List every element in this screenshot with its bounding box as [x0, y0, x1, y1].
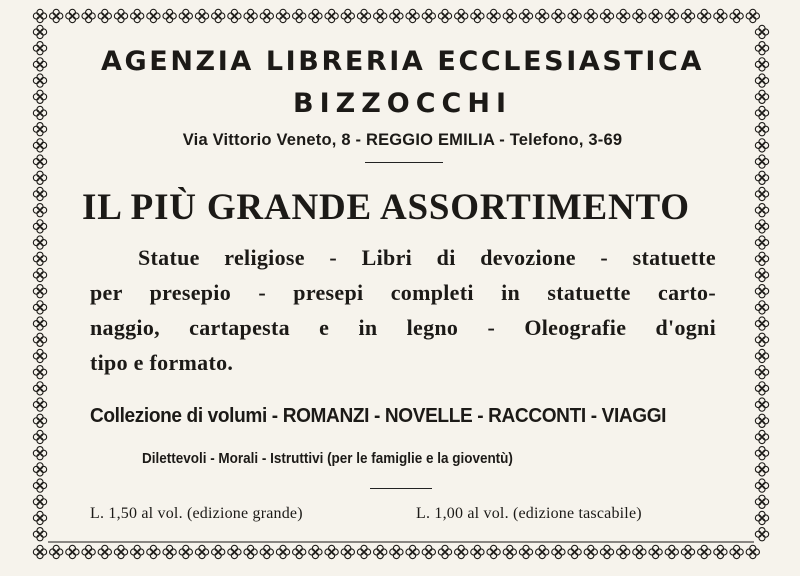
ornament-motif — [584, 9, 597, 22]
ornament-motif — [755, 317, 768, 330]
ornament-motif — [755, 479, 768, 492]
ornament-motif — [755, 187, 768, 200]
ornament-motif — [755, 511, 768, 524]
ornament-motif — [33, 252, 46, 265]
ornament-motif — [325, 9, 338, 22]
ornament-motif — [755, 301, 768, 314]
ornament-motif — [131, 9, 144, 22]
ornament-motif — [33, 366, 46, 379]
ornament-motif — [33, 528, 46, 541]
ornament-motif — [755, 204, 768, 217]
ornament-motif — [755, 285, 768, 298]
ornament-motif — [698, 9, 711, 22]
ornament-motif — [33, 333, 46, 346]
advertisement-body — [70, 30, 735, 550]
ornament-motif — [50, 545, 63, 558]
ornament-motif — [755, 252, 768, 265]
ornament-motif — [755, 90, 768, 103]
ornament-motif — [755, 139, 768, 152]
ornament-motif — [755, 74, 768, 87]
ornament-motif — [422, 9, 435, 22]
description-line: Statue religiose - Libri di devozione - statuette — [138, 245, 716, 270]
ornament-motif — [755, 155, 768, 168]
ornament-motif — [617, 9, 630, 22]
ornament-motif — [357, 9, 370, 22]
owner-name: BIZZOCCHI — [292, 88, 512, 119]
ornament-motif — [746, 9, 759, 22]
ornament-motif — [390, 9, 403, 22]
ornament-motif — [755, 25, 768, 38]
ornament-motif — [33, 414, 46, 427]
ornament-motif — [755, 414, 768, 427]
ornament-motif — [33, 317, 46, 330]
ornament-motif — [519, 9, 532, 22]
ornament-motif — [33, 74, 46, 87]
ornament-motif — [66, 9, 79, 22]
address-line: Via Vittorio Veneto, 8 - REGGIO EMILIA - Telefono, 3-69 — [182, 131, 623, 149]
ornament-motif — [33, 139, 46, 152]
ornament-motif — [755, 333, 768, 346]
ornament-motif — [755, 382, 768, 395]
description-line: tipo e formato. — [90, 350, 234, 375]
ornament-motif — [33, 220, 46, 233]
ornament-motif — [33, 25, 46, 38]
ornament-motif — [212, 9, 225, 22]
ornament-motif — [293, 9, 306, 22]
ornament-motif — [33, 236, 46, 249]
ornament-motif — [147, 9, 160, 22]
ornament-motif — [536, 9, 549, 22]
ornament-motif — [228, 9, 241, 22]
divider-bottom — [370, 488, 432, 489]
ornament-motif — [33, 479, 46, 492]
ornament-motif — [755, 220, 768, 233]
ornament-motif — [487, 9, 500, 22]
ornament-motif — [755, 528, 768, 541]
ornament-motif — [33, 382, 46, 395]
ornament-motif — [33, 398, 46, 411]
ornament-motif — [755, 268, 768, 281]
ornament-motif — [503, 9, 516, 22]
ornament-motif — [98, 9, 111, 22]
ornament-motif — [163, 9, 176, 22]
ornament-motif — [755, 447, 768, 460]
description-paragraph — [90, 240, 716, 380]
ornament-motif — [755, 171, 768, 184]
collection-title: Collezione di volumi - ROMANZI - NOVELLE - RACCONTI - VIAGGI — [90, 404, 667, 427]
ornament-motif — [33, 545, 46, 558]
ornament-motif — [665, 9, 678, 22]
ornament-motif — [755, 495, 768, 508]
ornament-motif — [33, 106, 46, 119]
ornament-motif — [33, 301, 46, 314]
ornament-motif — [260, 9, 273, 22]
ornament-motif — [746, 545, 759, 558]
ornament-motif — [730, 9, 743, 22]
ornament-motif — [406, 9, 419, 22]
description-line: per presepio - presepi completi in statuette carto- — [90, 280, 716, 305]
ornament-motif — [33, 90, 46, 103]
ornament-motif — [82, 9, 95, 22]
agency-title: AGENZIA LIBRERIA ECCLESIASTICA — [101, 46, 704, 77]
ornament-motif — [33, 285, 46, 298]
ornament-motif — [114, 9, 127, 22]
ornament-motif — [438, 9, 451, 22]
ornament-motif — [471, 9, 484, 22]
ornament-motif — [633, 9, 646, 22]
ornament-motif — [33, 123, 46, 136]
ornament-motif — [455, 9, 468, 22]
headline: IL PIÙ GRANDE ASSORTIMENTO — [82, 187, 690, 228]
ornament-motif — [33, 268, 46, 281]
ornament-motif — [600, 9, 613, 22]
ornament-motif — [33, 349, 46, 362]
ornament-motif — [33, 187, 46, 200]
ornament-motif — [755, 42, 768, 55]
ornament-motif — [195, 9, 208, 22]
ornament-motif — [33, 155, 46, 168]
price-large-edition: L. 1,50 al vol. (edizione grande) — [90, 505, 303, 522]
ornament-motif — [649, 9, 662, 22]
ornament-motif — [309, 9, 322, 22]
ornament-motif — [33, 42, 46, 55]
ornament-motif — [341, 9, 354, 22]
ornament-motif — [50, 9, 63, 22]
ornament-motif — [755, 58, 768, 71]
ornament-motif — [244, 9, 257, 22]
ornament-motif — [714, 9, 727, 22]
ornament-motif — [33, 463, 46, 476]
ornament-motif — [755, 398, 768, 411]
ornament-motif — [33, 9, 46, 22]
ornament-motif — [33, 430, 46, 443]
ornament-motif — [755, 349, 768, 362]
ornament-motif — [755, 123, 768, 136]
ornament-motif — [33, 171, 46, 184]
price-pocket-edition: L. 1,00 al vol. (edizione tascabile) — [416, 505, 642, 522]
ornament-motif — [755, 430, 768, 443]
collection-subtitle: Dilettevoli - Morali - Istruttivi (per le famiglie e la gioventù) — [142, 451, 513, 467]
ornament-motif — [33, 511, 46, 524]
ornament-motif — [33, 447, 46, 460]
ornament-motif — [33, 58, 46, 71]
ornament-motif — [33, 495, 46, 508]
ornament-motif — [374, 9, 387, 22]
divider-top — [365, 162, 443, 163]
ornament-motif — [552, 9, 565, 22]
ornament-motif — [755, 463, 768, 476]
ornament-motif — [179, 9, 192, 22]
ornament-motif — [568, 9, 581, 22]
ornament-motif — [755, 236, 768, 249]
ornament-motif — [33, 204, 46, 217]
ornament-motif — [276, 9, 289, 22]
ornament-motif — [755, 366, 768, 379]
ornament-motif — [755, 106, 768, 119]
ornament-motif — [681, 9, 694, 22]
description-line: naggio, cartapesta e in legno - Oleografie d'ogni — [90, 315, 716, 340]
